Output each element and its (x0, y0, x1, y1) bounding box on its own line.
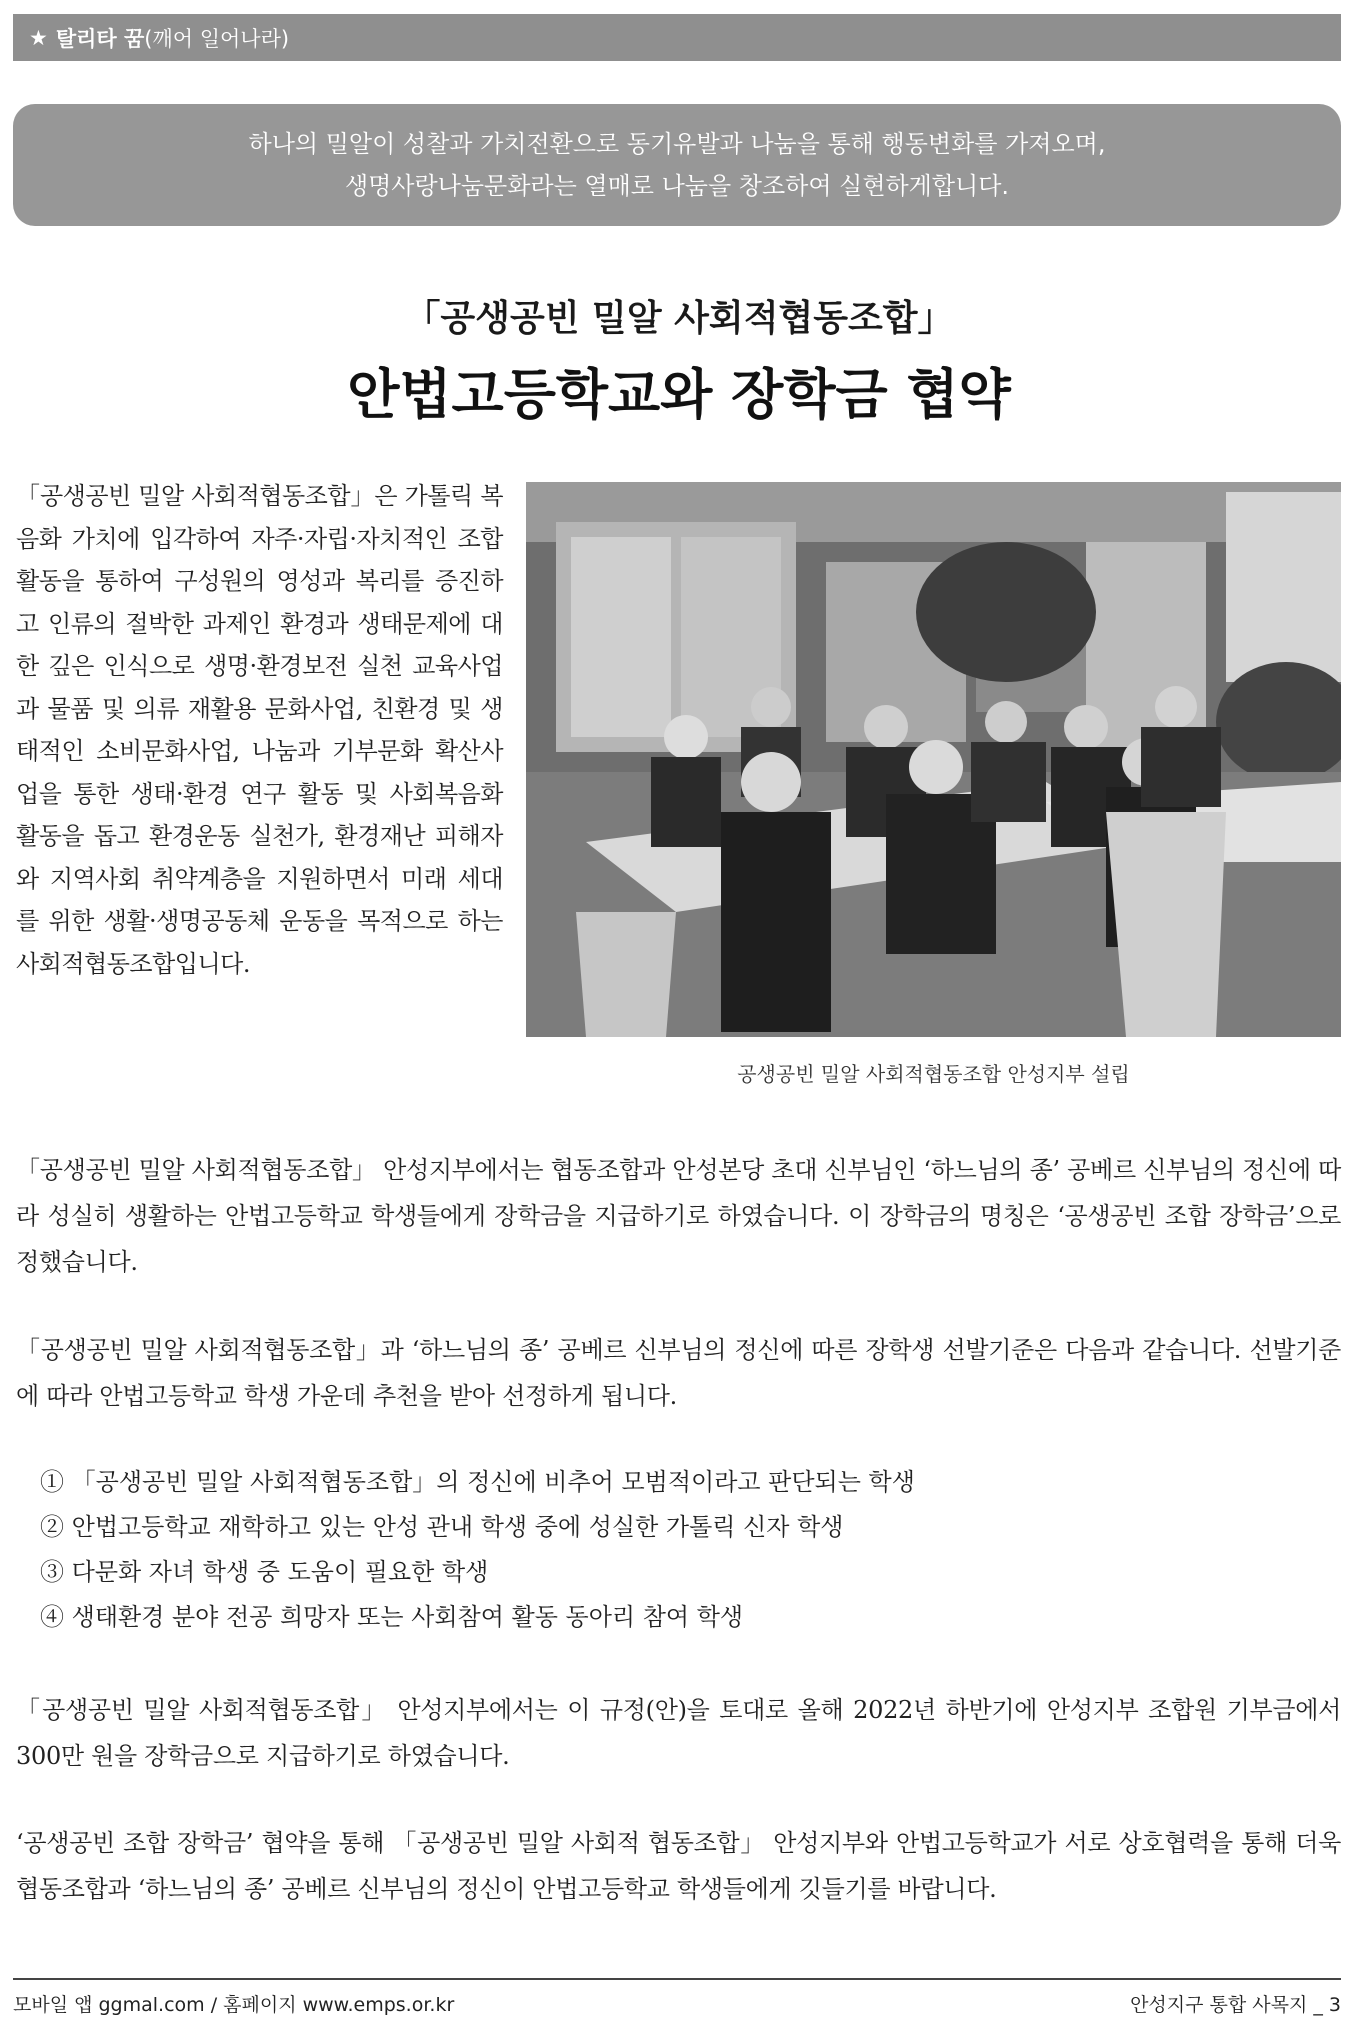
section-header-bar (13, 14, 1341, 61)
body-paragraph-3: 「공생공빈 밀알 사회적협동조합」 안성지부에서는 이 규정(안)을 토대로 올해 2022년 하반기에 안성지부 조합원 기부금에서 300만 원을 장학금으로 지급하기로 하였습니다. (16, 1696, 1341, 1770)
list-item: ① 「공생공빈 밀알 사회적협동조합」의 정신에 비추어 모범적이라고 판단되는 학생 (40, 1468, 915, 1496)
footer-page-info: 안성지구 통합 사목지 _ 3 (1130, 1994, 1341, 2016)
motto-line-2: 생명사랑나눔문화라는 열매로 나눔을 창조하여 실현하게합니다. (344, 172, 1010, 200)
body-paragraph-4: ‘공생공빈 조합 장학금’ 협약을 통해 「공생공빈 밀알 사회적 협동조합」 안성지부와 안법고등학교가 서로 상호협력을 통해 더욱 협동조합과 ‘하느님의 종’ 공베르 신부님의 정신이 안법고등학교 학생들에게 깃들기를 바랍니다. (16, 1829, 1341, 1903)
star-icon: ★ (29, 25, 48, 50)
motto-box (13, 104, 1341, 226)
footer-links: 모바일 앱 ggmal.com / 홈페이지 www.emps.or.kr (13, 1994, 455, 2016)
list-item: ③ 다문화 자녀 학생 중 도움이 필요한 학생 (40, 1558, 489, 1586)
headline-organization: 「공생공빈 밀알 사회적협동조합」 (404, 298, 954, 339)
selection-criteria-list (40, 1460, 915, 1640)
intro-paragraph: 「공생공빈 밀알 사회적협동조합」은 가톨릭 복음화 가치에 입각하여 자주·자립·자치적인 조합 활동을 통하여 구성원의 영성과 복리를 증진하고 인류의 절박한 과제인 환경과 생태문제에 대한 깊은 인식으로 생명·환경보전 실천 교육사업과 물품 및 의류 재활용 문화사업, 친환경 및 생태적인 소비문화사업, 나눔과 기부문화 확산사업을 통한 생태·환경 연구 활동 및 사회복음화 활동을 돕고 환경운동 실천가, 환경재난 피해자와 지역사회 취약계층을 지원하면서 미래 세대를 위한 생활·생명공동체 운동을 목적으로 하는 사회적협동조합입니다. (16, 482, 503, 978)
photo-caption: 공생공빈 밀알 사회적협동조합 안성지부 설립 (737, 1062, 1130, 1086)
motto-line-1: 하나의 밀알이 성찰과 가치전환으로 동기유발과 나눔을 통해 행동변화를 가져오며, (248, 130, 1106, 158)
footer-divider (13, 1978, 1341, 1980)
group-photo (526, 482, 1341, 1037)
list-item: ④ 생태환경 분야 전공 희망자 또는 사회참여 활동 동아리 참여 학생 (40, 1603, 744, 1631)
section-subtitle: (깨어 일어나라) (144, 26, 290, 51)
body-paragraph-2: 「공생공빈 밀알 사회적협동조합」과 ‘하느님의 종’ 공베르 신부님의 정신에 따른 장학생 선발기준은 다음과 같습니다. 선발기준에 따라 안법고등학교 학생 가운데 추천을 받아 선정하게 됩니다. (16, 1336, 1341, 1410)
body-paragraph-1: 「공생공빈 밀알 사회적협동조합」 안성지부에서는 협동조합과 안성본당 초대 신부님인 ‘하느님의 종’ 공베르 신부님의 정신에 따라 성실히 생활하는 안법고등학교 학생들에게 장학금을 지급하기로 하였습니다. 이 장학금의 명칭은 ‘공생공빈 조합 장학금’으로 정했습니다. (16, 1156, 1341, 1276)
headline-title: 안법고등학교와 장학금 협약 (347, 363, 1011, 426)
section-title: 탈리타 꿈 (55, 26, 145, 51)
list-item: ② 안법고등학교 재학하고 있는 안성 관내 학생 중에 성실한 가톨릭 신자 학생 (40, 1513, 844, 1541)
